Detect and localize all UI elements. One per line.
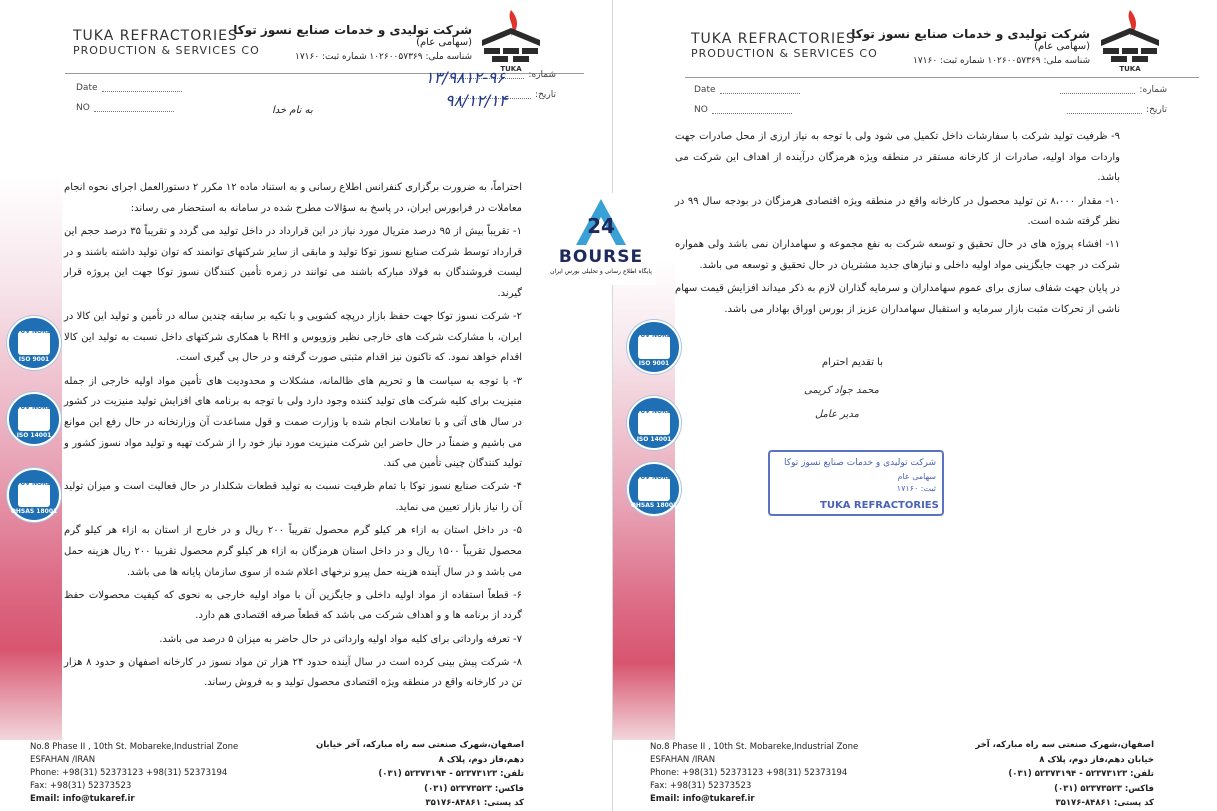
answer-item: ۱- تقریباً بیش از ۹۵ درصد متریال مورد نیاز در این قرارداد در داخل تولید می گردد و تقریباً ۳۵ درصد حجم این قرارداد توسط شرکت صنایع نسوز توکا تولید و مابقی از سایر شرکتهای توانمند که توان تولید داشته باشند و در لیست فروشندگان به فولاد مبارکه باشند می توانند در زمره تأمین کنندگان نسوز توکا جهت این پروژه قرار گیرند. xyxy=(64,225,522,299)
meta-fields-fa: شماره: تاریخ: xyxy=(1060,80,1167,120)
company-name-en: TUKA REFRACTORIES PRODUCTION & SERVICES CO xyxy=(691,31,878,60)
signature-block xyxy=(763,357,883,437)
closing-paragraph: در پایان جهت شفاف سازی برای عموم سهامداران و سرمایه گذاران لازم به ذکر میداند افزایش قیمت سهام ناشی از تحرکات مثبت بازار سرمایه و استقبال سهامداران عزیز از بورس اوراق بهادار می باشد. xyxy=(675,283,1120,315)
company-name-fa: شرکت تولیدی و خدمات صنایع نسوز توکا (سهامی عام) شناسه ملی: ۱۰۲۶۰۰۵۷۳۶۹ شماره ثبت: ۱۷۱۶۰ xyxy=(233,23,472,62)
decorative-strip xyxy=(0,175,62,740)
company-name-fa: شرکت تولیدی و خدمات صنایع نسوز توکا (سهامی عام) شناسه ملی: ۱۰۲۶۰۰۵۷۳۶۹ شماره ثبت: ۱۷۱۶۰ xyxy=(851,27,1090,66)
answer-item: ۳- با توجه به سیاست ها و تحریم های ظالمانه، مشکلات و محدودیت های تأمین مواد اولیه خارجی از جمله منیزیت برای کلیه شرکت های تولید کننده وجود دارد ولی با توجه به برنامه های افزایش تولید منیزیت در کشور در سال های آتی و با تعاملات انجام شده با وزارت صمت و قول مساعدت آن وزارتخانه در حال رفع این موانع می باشیم و ضمناً در حال حاضر این شرکت منیزیت مورد نیاز خود را از شرکت تهیه و تولید مواد نسوز کشور و تولید کنندگان چینی تأمین می کند. xyxy=(64,375,522,470)
letter-footer xyxy=(613,733,1217,811)
company-stamp: شرکت تولیدی و خدمات صنایع نسوز توکا سهامی عام ثبت: ۱۷۱۶۰ TUKA REFRACTORIES xyxy=(768,450,944,516)
footer-address-fa: اصفهان،شهرک صنعتی سه راه مبارکه، آخر خیابان دهم،فاز دوم، پلاک ۸ تلفن: ۵۲۳۷۳۱۲۳ - ۵۲۳۷۳۱۹۴ (۰۳۱) فاکس: ۵۲۳۷۳۵۲۳ (۰۳۱) کد پستی: ۸۴۸۶۱-۳۵۱۷۶ xyxy=(975,740,1154,808)
answer-item: ۶- قطعاً استفاده از مواد اولیه داخلی و جایگزین آن با مواد اولیه خارجی به نحوی که کیفیت محصولات حفظ گردد از برنامه ها و و اهداف شرکت می باشد که قطعاً صرفه اقتصادی هم دارد. xyxy=(64,589,522,622)
tuka-logo-icon xyxy=(1097,6,1163,72)
answer-item: ۱۰- مقدار ۸،۰۰۰ تن تولید محصول در کارخانه واقع در منطقه ویژه اقتصادی هرمزگان در بودجه سال ۹۹ در نظر گرفته شده است. xyxy=(675,195,1120,228)
svg-text:TUKA: TUKA xyxy=(500,65,522,72)
ohsas-18001-badge: TÜV NORD OHSAS 18001 xyxy=(627,462,681,516)
footer-address-en: No.8 Phase II , 10th St. Mobareke,Industrial Zone ESFAHAN /IRAN Phone: +98(31) 52373123 +98(31) 52373194 Fax: +98(31) 52373523 Email: info@tukaref.ir xyxy=(650,742,859,804)
answer-item: ۵- در داخل استان به ازاء هر کیلو گرم محصول تقریباً ۲۰۰ ریال و در خارج از استان به ازاء هر کیلو گرم محصول تقریباً ۱۵۰۰ ریال و در داخل استان هرمزگان به ازاء هر کیلو گرم محصول تقریبا ۲۰۰ ریال هزینه حمل می باشد و در سال آینده هزینه حمل پیرو نرخهای اعلام شده از سوی سازمان پایانه ها می باشد. xyxy=(64,525,523,578)
email-link[interactable]: Email: info@tukaref.ir xyxy=(30,794,135,804)
iso-14001-badge: TÜV NORD ISO 14001 xyxy=(7,392,61,446)
letter-page-1 xyxy=(0,0,604,811)
handwritten-letter-number: ۱۳/۹۸۱۲-۹۶ xyxy=(425,68,505,87)
meta-fields-en: Date NO xyxy=(76,78,182,118)
footer-address-fa: اصفهان،شهرک صنعتی سه راه مبارکه، آخر خیابان دهم،فاز دوم، پلاک ۸ تلفن: ۵۲۳۷۳۱۲۳ - ۵۲۳۷۳۱۹۴ (۰۳۱) فاکس: ۵۲۳۷۳۵۲۳ (۰۳۱) کد پستی: ۸۴۸۶۱-۳۵۱۷۶ xyxy=(315,740,524,808)
svg-text:TUKA: TUKA xyxy=(1119,65,1141,72)
header-divider xyxy=(685,77,1199,78)
email-link[interactable]: Email: info@tukaref.ir xyxy=(650,794,755,804)
meta-fields-en: Date NO xyxy=(694,80,800,120)
signer-name: محمد جواد کریمی xyxy=(804,385,879,396)
letter-body xyxy=(64,178,522,696)
intro-paragraph: احتراماً، به ضرورت برگزاری کنفرانس اطلاع رسانی و به استناد ماده ۱۲ مکرر ۲ دستورالعمل اجرای نحوه انجام معاملات در فرابورس ایران، در پاسخ به سؤالات مطرح شده در سامانه به استحضار می رساند: xyxy=(64,182,522,214)
bourse24-logo-icon xyxy=(546,193,656,249)
ohsas-18001-badge: TÜV NORD OHSAS 18001 xyxy=(7,468,61,522)
answer-item: ۹- ظرفیت تولید شرکت با سفارشات داخل تکمیل می شود ولی با توجه به نیاز ارزی از محل صادرات جهت واردات مواد اولیه، صادرات از کارخانه مستقر در منطقه ویژه هرمزگان درآینده از اهداف این شرکت می باشد. xyxy=(675,131,1120,184)
basmala: به نام خدا xyxy=(272,105,313,116)
letter-body xyxy=(675,127,1120,323)
answer-item: ۷- تعرفه وارداتی برای کلیه مواد اولیه وارداتی در حال حاضر به میزان ۵ درصد می باشد. xyxy=(159,633,522,645)
answer-item: ۲- شرکت نسوز توکا جهت حفظ بازار درپچه کشویی و با تکیه بر سابقه چندین ساله در تأمین و تولید این کالا در ایران، با مشارکت شرکت های خارجی نظیر وزویوس و RHI با همکاری شرکتهای داخل نسبت به تولید این کالا اقدام خواهد نمود. که تاکنون نیز اقدام مثبتی صورت گرفته و در حال پی گیری است. xyxy=(64,311,522,364)
svg-text:24: 24 xyxy=(587,214,615,238)
footer-address-en: No.8 Phase II , 10th St. Mobareke,Industrial Zone ESFAHAN /IRAN Phone: +98(31) 52373123 +98(31) 52373194 Fax: +98(31) 52373523 Email: info@tukaref.ir xyxy=(30,742,239,804)
iso-9001-badge: TÜV NORD ISO 9001 xyxy=(627,320,681,374)
answer-item: ۴- شرکت صنایع نسوز توکا با تمام ظرفیت نسبت به تولید قطعات شکلدار در حال فعالیت است و میزان تولید آن را نیاز بازار تعیین می نماید. xyxy=(64,481,522,514)
answer-item: ۱۱- افشاء پروژه های در حال تحقیق و توسعه شرکت به نفع مجموعه و سهامداران نمی باشد ولی همواره شرکت در جهت جایگزینی مواد اولیه داخلی و نیازهای جدید مشتریان در حال تحقیق و توسعه می باشد. xyxy=(675,239,1120,271)
letter-footer xyxy=(0,733,604,811)
letter-page-2 xyxy=(612,0,1217,811)
answer-item: ۸- شرکت پیش بینی کرده است در سال آینده حدود ۲۴ هزار تن مواد نسوز در کارخانه اصفهان و حدود ۸ هزار تن در کارخانه واقع در منطقه ویژه اقتصادی محصول تولید و به فروش رساند. xyxy=(64,656,522,689)
tuka-logo-icon xyxy=(478,6,544,72)
iso-9001-badge: TÜV NORD ISO 9001 xyxy=(7,316,61,370)
iso-14001-badge: TÜV NORD ISO 14001 xyxy=(627,396,681,450)
bourse24-watermark-logo: 24 BOURSE پایگاه اطلاع رسانی و تحلیلی بورس ایران xyxy=(546,193,656,285)
company-name-en: TUKA REFRACTORIES PRODUCTION & SERVICES CO xyxy=(73,28,260,57)
signoff: با تقدیم احترام xyxy=(821,357,883,368)
signer-title: مدیر عامل xyxy=(814,409,859,420)
meta-fields-fa: شماره: تاریخ: xyxy=(449,65,556,105)
handwritten-letter-date: ۹۸/۱۲/۱۴ xyxy=(445,91,508,110)
